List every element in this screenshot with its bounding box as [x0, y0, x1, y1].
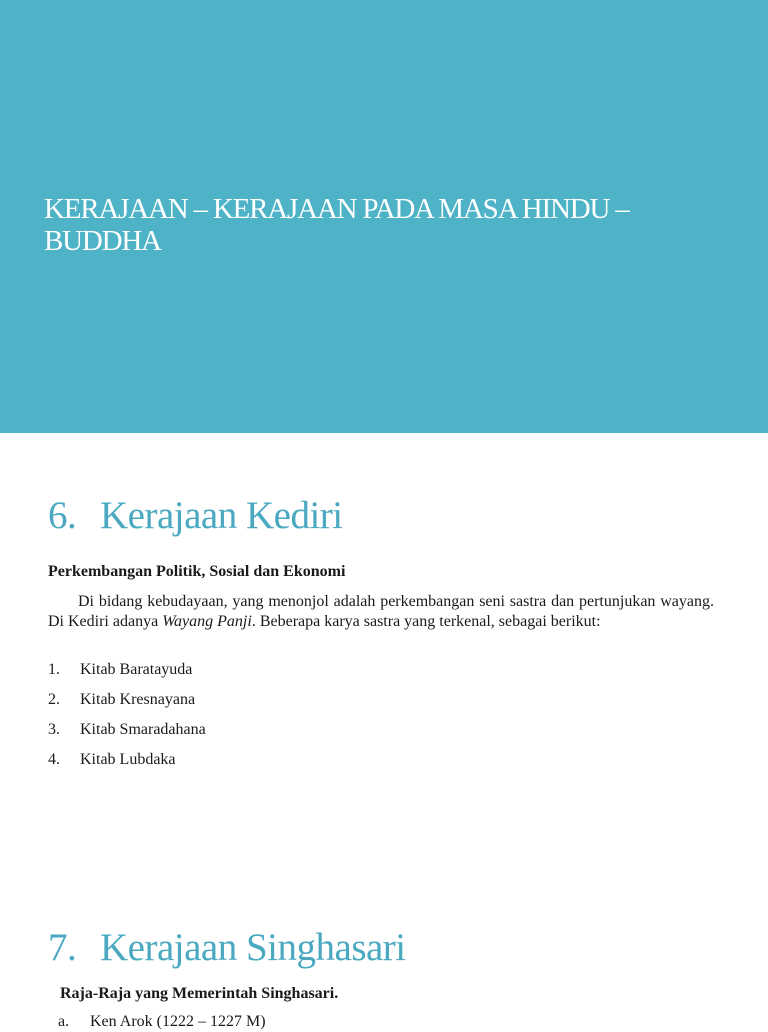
list-item-text: Kitab Lubdaka	[80, 751, 176, 768]
section-number: 7.	[48, 926, 77, 969]
section-heading-singhasari	[48, 926, 406, 970]
section-title: Kerajaan Singhasari	[100, 926, 406, 969]
list-item	[48, 660, 206, 690]
list-item-text: Kitab Smaradahana	[80, 721, 206, 738]
section-heading-kediri	[48, 494, 343, 538]
list-item-number: 2.	[48, 691, 60, 708]
title-banner	[0, 0, 768, 433]
list-item	[48, 720, 206, 750]
list-item-text: Kitab Baratayuda	[80, 661, 193, 678]
list-item	[58, 1012, 266, 1032]
paragraph-text-end: . Beberapa karya sastra yang terkenal, sebagai berikut:	[251, 613, 601, 630]
kitab-list	[48, 660, 206, 780]
list-item-number: 4.	[48, 751, 60, 768]
list-item-text: Kitab Kresnayana	[80, 691, 196, 708]
list-item-number: 3.	[48, 721, 60, 738]
section-number: 6.	[48, 494, 77, 537]
document-title: KERAJAAN – KERAJAAN PADA MASA HINDU – BUDDHA	[44, 193, 629, 257]
list-item-letter: a.	[58, 1013, 70, 1030]
paragraph-italic-term: Wayang Panji	[162, 613, 252, 630]
subheading-raja: Raja-Raja yang Memerintah Singhasari.	[60, 985, 339, 1002]
body-paragraph	[48, 592, 714, 632]
list-item	[48, 750, 206, 780]
paragraph-text-start: Di bidang kebudayaan, yang menonjol adalah perkembangan seni sastra dan pertunjukan wayang. Di Kediri adanya	[48, 593, 714, 630]
subheading-politik: Perkembangan Politik, Sosial dan Ekonomi	[48, 563, 346, 580]
section-title: Kerajaan Kediri	[100, 494, 343, 537]
list-item	[48, 690, 206, 720]
list-item-number: 1.	[48, 661, 60, 678]
list-item-text: Ken Arok (1222 – 1227 M)	[90, 1013, 266, 1030]
